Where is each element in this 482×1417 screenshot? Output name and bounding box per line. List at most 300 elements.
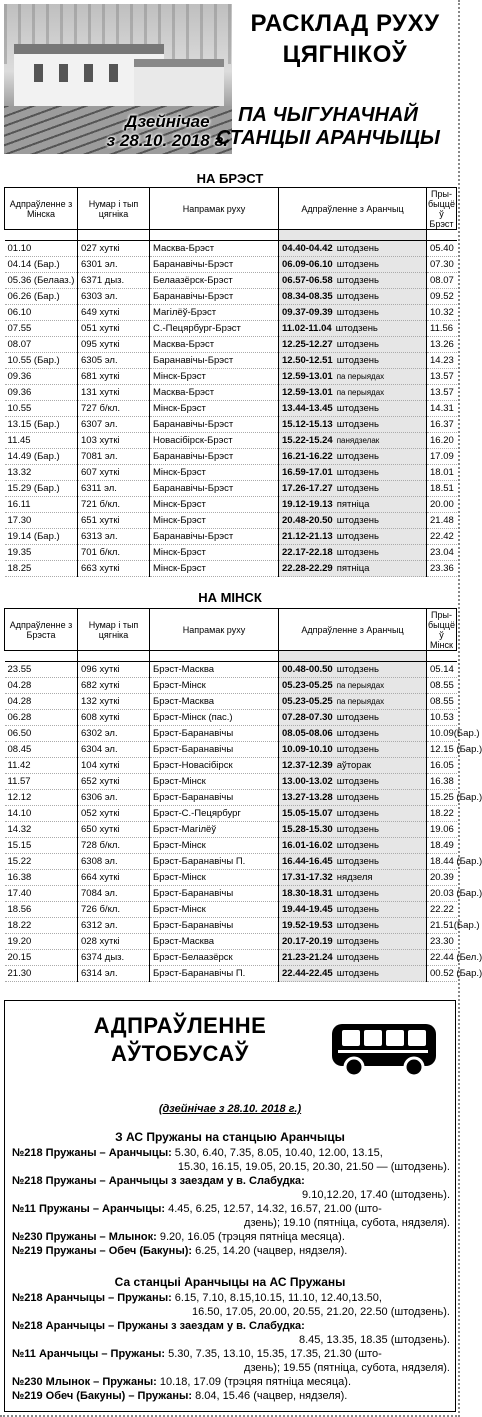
train-number: 027 хуткі xyxy=(78,241,150,257)
run-days: штодзень xyxy=(336,888,379,899)
bus-to-heading: Са станцыі Аранчыцы на АС Пружаны xyxy=(114,1275,346,1289)
page-title: РАСКЛАД РУХУ ЦЯГНІКОЎ xyxy=(250,10,440,68)
route-direction: Баранавічы-Брэст xyxy=(150,417,279,433)
route-direction: Масква-Брэст xyxy=(150,241,279,257)
station-time: 19.44-19.45 xyxy=(282,904,333,915)
table-row xyxy=(5,694,457,710)
station-time: 22.28-22.29 xyxy=(282,563,333,574)
station-time: 21.12-21.13 xyxy=(282,531,333,542)
run-days: штодзень xyxy=(336,792,379,803)
table-row xyxy=(5,710,457,726)
route-direction: Брэст-Баранавічы xyxy=(150,886,279,902)
station-time: 12.37-12.39 xyxy=(282,760,333,771)
bus-route xyxy=(12,1375,450,1389)
departure-time: 10.55 xyxy=(5,401,78,417)
run-days: штодзень xyxy=(335,323,378,334)
station-time: 06.57-06.58 xyxy=(282,275,333,286)
station-time: 17.31-17.32 xyxy=(282,872,333,883)
route-direction: Баранавічы-Брэст xyxy=(150,529,279,545)
train-number: 681 хуткі xyxy=(78,369,150,385)
route-direction: Брэст-Баранавічы xyxy=(150,742,279,758)
station-photo xyxy=(4,4,232,154)
departure-time: 01.10 xyxy=(5,241,78,257)
route-direction: Баранавічы-Брэст xyxy=(150,289,279,305)
train-number: 607 хуткі xyxy=(78,465,150,481)
station-time: 10.09-10.10 xyxy=(282,744,333,755)
departure-time: 17.40 xyxy=(5,886,78,902)
route-times-continued: дзень); 19.55 (пятніца, субота, нядзеля). xyxy=(244,1362,450,1374)
departure-time: 08.07 xyxy=(5,337,78,353)
route-label: №218 Пружаны – Аранчыцы: xyxy=(12,1147,172,1159)
route-direction: Баранавічы-Брэст xyxy=(150,353,279,369)
col-header: Пры-быццё ў Брэст xyxy=(428,188,455,229)
bus-route xyxy=(12,1230,450,1244)
run-days: па перыядах xyxy=(336,681,385,690)
table-row xyxy=(5,742,457,758)
departure-time: 04.14 (Бар.) xyxy=(5,257,78,273)
station-departure xyxy=(279,257,427,273)
departure-time: 15.22 xyxy=(5,854,78,870)
effective-line1: Дзейнічае xyxy=(124,112,210,131)
arrival-time: 05.40 xyxy=(427,241,457,257)
departure-time: 04.28 xyxy=(5,694,78,710)
run-days: штодзень xyxy=(336,419,379,430)
route-direction: Новасібірск-Брэст xyxy=(150,433,279,449)
arrival-time: 21.48 xyxy=(427,513,457,529)
station-departure xyxy=(279,369,427,385)
run-days: па перыядах xyxy=(336,372,385,381)
route-direction: Мінск-Брэст xyxy=(150,513,279,529)
bus-valid-date: (дзейнічае з 28.10. 2018 г.) xyxy=(158,1103,302,1115)
route-direction: Брэст-С.-Пецярбург xyxy=(150,806,279,822)
section-title-brest: НА БРЭСТ xyxy=(196,171,264,186)
arrival-time: 13.57 xyxy=(427,369,457,385)
route-times: 9.20, 16.05 (трэцяя пятніца месяца). xyxy=(156,1231,345,1243)
gap-cell xyxy=(5,230,78,241)
effective-line2: з 28.10. 2018 г. xyxy=(106,131,228,150)
departure-time: 14.49 (Бар.) xyxy=(5,449,78,465)
run-days: штодзень xyxy=(336,904,379,915)
station-time: 19.52-19.53 xyxy=(282,920,333,931)
timetable-brest xyxy=(4,187,457,577)
train-number: 6374 дыз. xyxy=(78,950,150,966)
run-days: аўторак xyxy=(336,760,372,771)
route-label: №218 Пружаны – Аранчыцы з заездам у в. Слабудка: xyxy=(12,1175,305,1187)
bus-from-heading: З АС Пружаны на станцыю Аранчыцы xyxy=(115,1130,345,1144)
station-time: 09.37-09.39 xyxy=(282,307,333,318)
route-times: 5.30, 7.35, 13.10, 15.35, 17.35, 21.30 (што- xyxy=(165,1348,382,1360)
table-row xyxy=(5,337,457,353)
departure-time: 17.30 xyxy=(5,513,78,529)
train-number: 6302 эл. xyxy=(78,726,150,742)
route-label: №230 Пружаны – Млынок: xyxy=(12,1231,157,1243)
bus-title-line1: АДПРАЎЛЕННЕ xyxy=(93,1013,267,1038)
header-gap-row xyxy=(5,651,457,662)
station-departure xyxy=(279,678,427,694)
station-departure xyxy=(279,273,427,289)
gap-cell xyxy=(5,651,78,662)
table-row xyxy=(5,369,457,385)
arrival-time: 00.52 (Бар.) xyxy=(427,966,457,982)
station-time: 04.40-04.42 xyxy=(282,243,333,254)
station-departure xyxy=(279,870,427,886)
departure-time: 14.10 xyxy=(5,806,78,822)
table-row xyxy=(5,806,457,822)
arrival-time: 21.51(Бар.) xyxy=(427,918,457,934)
train-number: 6301 эл. xyxy=(78,257,150,273)
train-number: 028 хуткі xyxy=(78,934,150,950)
run-days: штодзень xyxy=(336,712,379,723)
station-time: 12.59-13.01 xyxy=(282,371,333,382)
departure-time: 16.11 xyxy=(5,497,78,513)
table-row xyxy=(5,481,457,497)
arrival-time: 18.22 xyxy=(427,806,457,822)
arrival-time: 15.25 (Бар.) xyxy=(427,790,457,806)
station-departure xyxy=(279,401,427,417)
station-time: 12.59-13.01 xyxy=(282,387,333,398)
run-days: штодзень xyxy=(336,259,379,270)
arrival-time: 13.26 xyxy=(427,337,457,353)
gap-cell xyxy=(279,230,427,241)
station-departure xyxy=(279,385,427,401)
route-direction: Брэст-Масква xyxy=(150,694,279,710)
station-departure xyxy=(279,918,427,934)
col-header: Пры-быццё ў Мінск xyxy=(428,609,455,650)
station-departure xyxy=(279,481,427,497)
station-departure xyxy=(279,465,427,481)
table-row xyxy=(5,385,457,401)
train-number: 728 б/кл. xyxy=(78,838,150,854)
route-times: 10.18, 17.09 (трэцяя пятніца месяца). xyxy=(156,1376,352,1388)
train-number: 104 хуткі xyxy=(78,758,150,774)
arrival-time: 05.14 xyxy=(427,662,457,678)
table-row xyxy=(5,545,457,561)
station-departure xyxy=(279,854,427,870)
station-departure xyxy=(279,758,427,774)
departure-time: 05.36 (Белааз.) xyxy=(5,273,78,289)
route-direction: Мінск-Брэст xyxy=(150,369,279,385)
train-number: 132 хуткі xyxy=(78,694,150,710)
arrival-time: 09.52 xyxy=(427,289,457,305)
station-departure xyxy=(279,241,427,257)
station-time: 15.22-15.24 xyxy=(282,435,333,446)
arrival-time: 20.39 xyxy=(427,870,457,886)
arrival-time: 10.32 xyxy=(427,305,457,321)
departure-time: 06.28 xyxy=(5,710,78,726)
run-days: панядзелак xyxy=(336,436,380,445)
station-time: 12.50-12.51 xyxy=(282,355,333,366)
station-time: 07.28-07.30 xyxy=(282,712,333,723)
departure-time: 13.32 xyxy=(5,465,78,481)
station-departure xyxy=(279,545,427,561)
station-time: 06.09-06.10 xyxy=(282,259,333,270)
gap-cell xyxy=(150,230,279,241)
col-header: Напрамак руху xyxy=(150,609,279,651)
run-days: штодзень xyxy=(336,952,379,963)
route-times: 6.15, 7.10, 8.15,10.15, 11.10, 12.40,13.50, xyxy=(171,1292,382,1304)
arrival-time: 13.57 xyxy=(427,385,457,401)
departure-time: 09.36 xyxy=(5,385,78,401)
table-row xyxy=(5,870,457,886)
table-row xyxy=(5,950,457,966)
table-row xyxy=(5,822,457,838)
departure-time: 18.22 xyxy=(5,918,78,934)
arrival-time: 10.09(Бар.) xyxy=(427,726,457,742)
arrival-time: 22.44 (Бел.) xyxy=(427,950,457,966)
route-direction: Брэст-Баранавічы П. xyxy=(150,966,279,982)
arrival-time: 08.07 xyxy=(427,273,457,289)
run-days: штодзень xyxy=(336,728,379,739)
table-row xyxy=(5,561,457,577)
station-departure xyxy=(279,417,427,433)
gap-cell xyxy=(427,651,457,662)
route-label: №11 Аранчыцы – Пружаны: xyxy=(12,1348,166,1360)
train-number: 650 хуткі xyxy=(78,822,150,838)
station-departure xyxy=(279,449,427,465)
arrival-time: 20.03 (Бар.) xyxy=(427,886,457,902)
run-days: штодзень xyxy=(336,451,379,462)
station-time: 22.17-22.18 xyxy=(282,547,333,558)
train-number: 6307 эл. xyxy=(78,417,150,433)
station-departure xyxy=(279,694,427,710)
train-number: 652 хуткі xyxy=(78,774,150,790)
arrival-time: 07.30 xyxy=(427,257,457,273)
route-direction: Брэст-Баранавічы П. xyxy=(150,854,279,870)
departure-time: 08.45 xyxy=(5,742,78,758)
route-direction: Брэст-Белаазёрск xyxy=(150,950,279,966)
route-times: 5.30, 6.40, 7.35, 8.05, 10.40, 12.00, 13.15, xyxy=(171,1147,383,1159)
table-row xyxy=(5,305,457,321)
table-row xyxy=(5,902,457,918)
table-row xyxy=(5,678,457,694)
col-header: Адпраўленне з Брэста xyxy=(5,609,78,651)
train-number: 6311 эл. xyxy=(78,481,150,497)
station-departure xyxy=(279,561,427,577)
route-direction: Мінск-Брэст xyxy=(150,401,279,417)
departure-time: 06.50 xyxy=(5,726,78,742)
route-direction: Брэст-Мінск xyxy=(150,870,279,886)
station-departure xyxy=(279,529,427,545)
gap-cell xyxy=(427,230,457,241)
run-days: штодзень xyxy=(336,483,379,494)
train-number: 052 хуткі xyxy=(78,806,150,822)
route-direction: Брэст-Баранавічы xyxy=(150,790,279,806)
run-days: пятніца xyxy=(336,563,370,574)
arrival-time: 08.55 xyxy=(427,678,457,694)
table-row xyxy=(5,433,457,449)
departure-time: 12.12 xyxy=(5,790,78,806)
train-number: 131 хуткі xyxy=(78,385,150,401)
train-number: 6371 дыз. xyxy=(78,273,150,289)
route-label: №11 Пружаны – Аранчыцы: xyxy=(12,1203,166,1215)
station-time: 00.48-00.50 xyxy=(282,664,333,675)
train-number: 649 хуткі xyxy=(78,305,150,321)
page-subtitle: ПА ЧЫГУНАЧНАЙ СТАНЦЫІ АРАНЧЫЦЫ xyxy=(216,104,440,149)
station-annex xyxy=(134,59,224,107)
arrival-time: 16.38 xyxy=(427,774,457,790)
window xyxy=(34,64,43,82)
window xyxy=(109,64,118,82)
bus-icon xyxy=(330,1020,442,1080)
departure-time: 11.42 xyxy=(5,758,78,774)
train-number: 095 хуткі xyxy=(78,337,150,353)
station-time: 13.44-13.45 xyxy=(282,403,333,414)
run-days: штодзень xyxy=(336,776,379,787)
route-direction: Баранавічы-Брэст xyxy=(150,449,279,465)
run-days: штодзень xyxy=(336,531,379,542)
bus-to-routes xyxy=(12,1291,450,1403)
route-direction: Брэст-Баранавічы xyxy=(150,726,279,742)
bus-route xyxy=(12,1202,450,1230)
route-direction: Брэст-Магілёў xyxy=(150,822,279,838)
run-days: штодзень xyxy=(336,824,379,835)
station-time: 15.05-15.07 xyxy=(282,808,333,819)
departure-time: 04.28 xyxy=(5,678,78,694)
train-number: 663 хуткі xyxy=(78,561,150,577)
run-days: штодзень xyxy=(336,920,379,931)
table-row xyxy=(5,289,457,305)
bus-route xyxy=(12,1319,450,1347)
route-times: 6.25, 14.20 (чацвер, нядзеля). xyxy=(192,1245,348,1257)
station-time: 16.59-17.01 xyxy=(282,467,333,478)
station-time: 16.44-16.45 xyxy=(282,856,333,867)
train-number: 608 хуткі xyxy=(78,710,150,726)
table-row xyxy=(5,966,457,982)
bus-route xyxy=(12,1291,450,1319)
arrival-time: 14.23 xyxy=(427,353,457,369)
station-departure xyxy=(279,934,427,950)
departure-time: 06.26 (Бар.) xyxy=(5,289,78,305)
run-days: штодзень xyxy=(336,547,379,558)
station-departure xyxy=(279,726,427,742)
route-label: №219 Пружаны – Обеч (Бакуны): xyxy=(12,1245,193,1257)
train-number: 651 хуткі xyxy=(78,513,150,529)
station-departure xyxy=(279,513,427,529)
station-time: 08.05-08.06 xyxy=(282,728,333,739)
gap-cell xyxy=(279,651,427,662)
station-departure xyxy=(279,774,427,790)
table-row xyxy=(5,838,457,854)
gap-cell xyxy=(78,230,150,241)
departure-time: 07.55 xyxy=(5,321,78,337)
run-days: штодзень xyxy=(336,355,379,366)
train-number: 103 хуткі xyxy=(78,433,150,449)
section-title-minsk: НА МІНСК xyxy=(198,590,262,605)
departure-time: 06.10 xyxy=(5,305,78,321)
table-row xyxy=(5,465,457,481)
route-direction: Мінск-Брэст xyxy=(150,465,279,481)
station-time: 16.21-16.22 xyxy=(282,451,333,462)
table-row xyxy=(5,758,457,774)
col-header: Адпраўленне з Аранчыц xyxy=(279,188,427,230)
route-label: №219 Обеч (Бакуны) – Пружаны: xyxy=(12,1390,193,1402)
departure-time: 14.32 xyxy=(5,822,78,838)
route-times-continued: 8.45, 13.35, 18.35 (штодзень). xyxy=(298,1334,450,1346)
departure-time: 10.55 (Бар.) xyxy=(5,353,78,369)
route-direction: Брэст-Новасібірск xyxy=(150,758,279,774)
station-departure xyxy=(279,966,427,982)
train-number: 096 хуткі xyxy=(78,662,150,678)
table-row xyxy=(5,529,457,545)
run-days: штодзень xyxy=(336,664,379,675)
bus-route xyxy=(12,1244,450,1258)
run-days: штодзень xyxy=(336,856,379,867)
run-days: штодзень xyxy=(336,808,379,819)
table-row xyxy=(5,273,457,289)
arrival-time: 14.31 xyxy=(427,401,457,417)
arrival-time: 17.09 xyxy=(427,449,457,465)
departure-time: 23.55 xyxy=(5,662,78,678)
train-number: 6306 эл. xyxy=(78,790,150,806)
station-departure xyxy=(279,790,427,806)
station-time: 13.00-13.02 xyxy=(282,776,333,787)
table-row xyxy=(5,497,457,513)
departure-time: 19.14 (Бар.) xyxy=(5,529,78,545)
station-time: 18.30-18.31 xyxy=(282,888,333,899)
train-number: 7084 эл. xyxy=(78,886,150,902)
bus-title-line2: АЎТОБУСАЎ xyxy=(111,1041,249,1066)
route-label: №218 Аранчыцы – Пружаны: xyxy=(12,1292,172,1304)
route-times-continued: дзень); 19.10 (пятніца, субота, нядзеля). xyxy=(244,1217,450,1229)
arrival-time: 23.04 xyxy=(427,545,457,561)
route-direction: Белаазёрск-Брэст xyxy=(150,273,279,289)
route-times-continued: 15.30, 16.15, 19.05, 20.15, 20.30, 21.50 — (штодзень). xyxy=(177,1161,450,1173)
table-row xyxy=(5,854,457,870)
station-time: 15.28-15.30 xyxy=(282,824,333,835)
run-days: штодзень xyxy=(336,840,379,851)
station-departure xyxy=(279,902,427,918)
col-header: Адпраўленне з Мінска xyxy=(5,188,78,230)
run-days: па перыядах xyxy=(336,697,385,706)
run-days: штодзень xyxy=(336,467,379,478)
arrival-time: 23.36 xyxy=(427,561,457,577)
route-direction: Брэст-Мінск xyxy=(150,902,279,918)
table-row xyxy=(5,790,457,806)
station-time: 11.02-11.04 xyxy=(282,323,332,334)
route-direction: Мінск-Брэст xyxy=(150,497,279,513)
run-days: штодзень xyxy=(336,968,379,979)
table-row xyxy=(5,241,457,257)
train-number: 727 б/кл. xyxy=(78,401,150,417)
bus-route xyxy=(12,1174,450,1202)
station-departure xyxy=(279,710,427,726)
window xyxy=(84,64,93,82)
station-departure xyxy=(279,822,427,838)
timetable-minsk xyxy=(4,608,482,982)
window xyxy=(59,64,68,82)
run-days: штодзень xyxy=(336,403,379,414)
col-header: Нумар і тып цягніка xyxy=(78,609,150,651)
run-days: штодзень xyxy=(336,291,379,302)
train-number: 6312 эл. xyxy=(78,918,150,934)
bus-from-routes xyxy=(12,1146,450,1258)
gap-cell xyxy=(150,651,279,662)
departure-time: 09.36 xyxy=(5,369,78,385)
route-direction: Баранавічы-Брэст xyxy=(150,257,279,273)
station-time: 21.23-21.24 xyxy=(282,952,333,963)
train-number: 721 б/кл. xyxy=(78,497,150,513)
route-direction: Брэст-Баранавічы xyxy=(150,918,279,934)
departure-time: 18.56 xyxy=(5,902,78,918)
col-header: Нумар і тып цягніка xyxy=(78,188,150,230)
train-number: 6314 эл. xyxy=(78,966,150,982)
table-row xyxy=(5,401,457,417)
departure-time: 15.29 (Бар.) xyxy=(5,481,78,497)
route-label: №218 Аранчыцы – Пружаны з заездам у в. Слабудка: xyxy=(12,1320,305,1332)
departure-time: 15.15 xyxy=(5,838,78,854)
train-number: 6304 эл. xyxy=(78,742,150,758)
table-row xyxy=(5,886,457,902)
